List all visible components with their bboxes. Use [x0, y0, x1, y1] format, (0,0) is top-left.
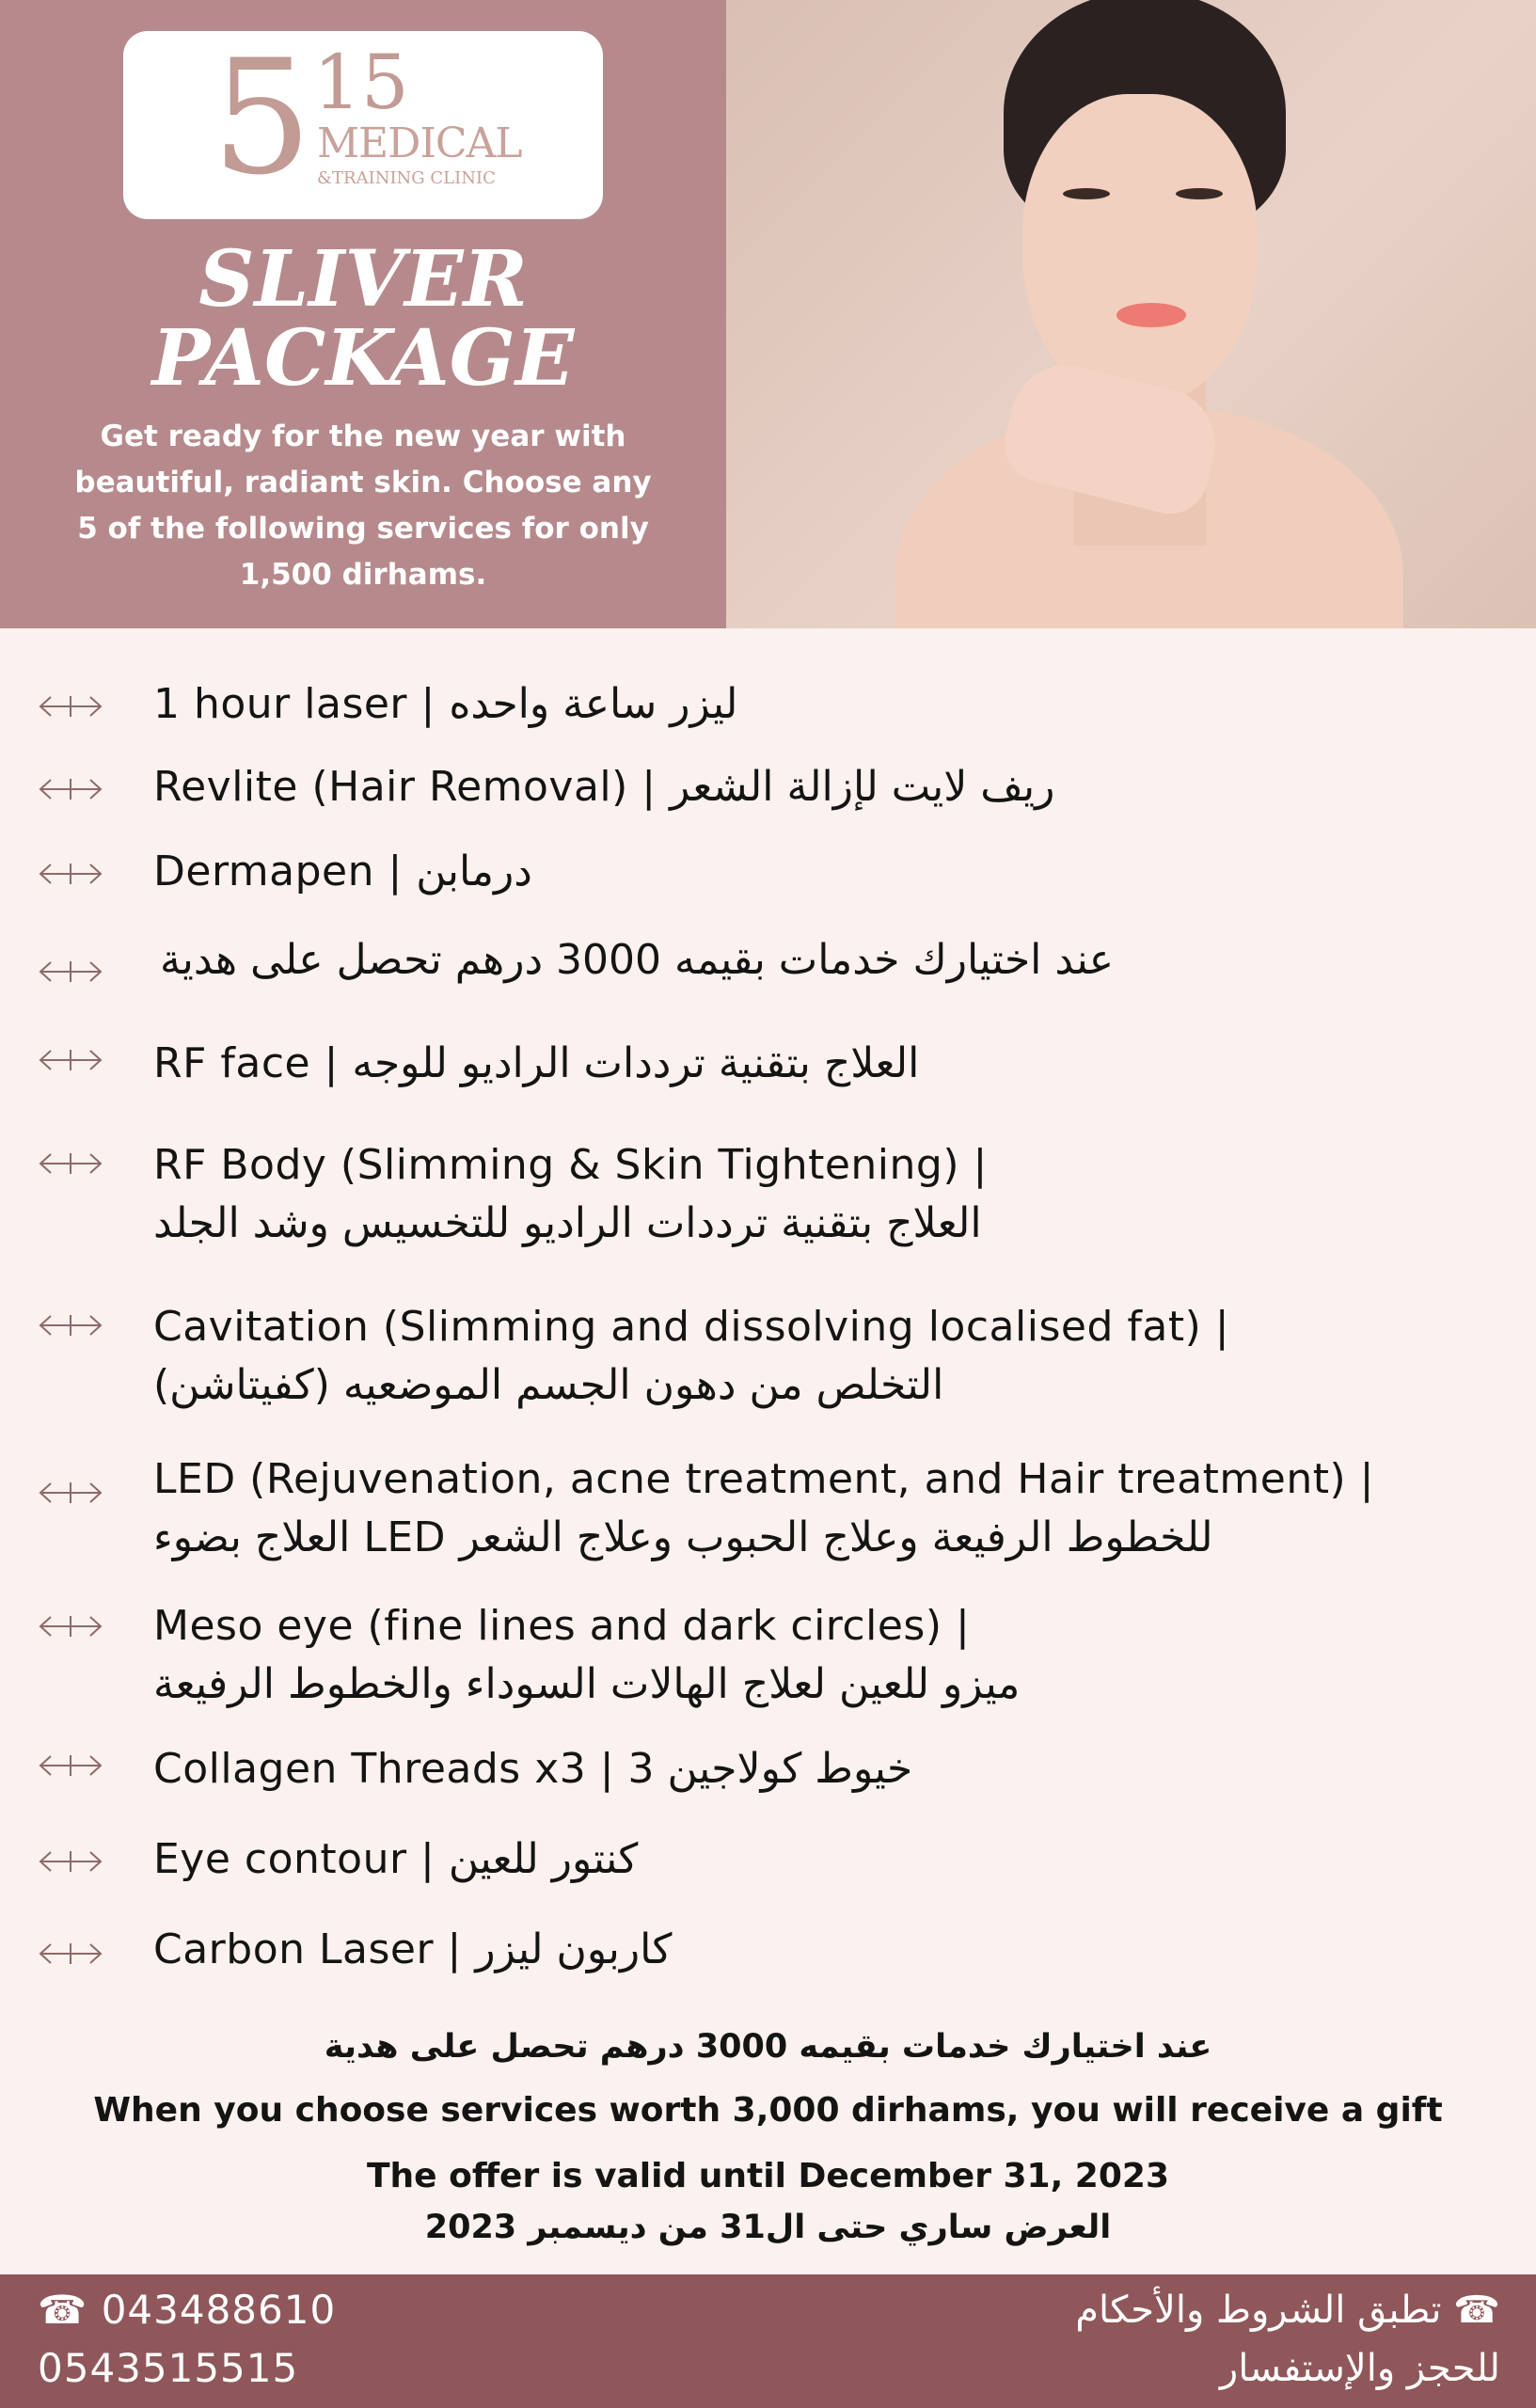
logo-number-5: 5	[212, 25, 312, 210]
service-en: 1 hour laser |	[153, 680, 450, 728]
service-text	[153, 1740, 1498, 1798]
service-en: Meso eye (fine lines and dark circles) |	[153, 1602, 971, 1650]
model-photo	[726, 0, 1536, 628]
service-text	[153, 1450, 1498, 1567]
double-arrow-icon	[38, 1751, 103, 1780]
service-text	[153, 758, 1498, 816]
services-list	[0, 628, 1536, 2265]
phone-icon: ☎	[1453, 2289, 1500, 2332]
double-arrow-icon	[38, 958, 103, 986]
service-ar: كنتور للعين	[448, 1835, 639, 1883]
logo-training-text: &TRAINING CLINIC	[317, 168, 496, 188]
gift-note-english: When you choose services worth 3,000 dirhams, you will receive a gift	[93, 2091, 1443, 2130]
service-text	[160, 931, 1505, 990]
service-ar: العلاج بضوء LED للخطوط الرفيعة وعلاج الحبوب وعلاج الشعر	[153, 1513, 1213, 1561]
terms-note	[1075, 2282, 1500, 2338]
service-en: RF Body (Slimming & Skin Tightening) |	[153, 1141, 988, 1189]
gift-note-arabic: عند اختيارك خدمات بقيمه 3000 درهم تحصل على هدية	[324, 2028, 1212, 2066]
package-title-line1: SLIVER	[198, 234, 528, 325]
service-text	[153, 1035, 1498, 1093]
service-en: Eye contour |	[153, 1835, 449, 1883]
double-arrow-icon	[38, 1847, 103, 1876]
service-en: Revlite (Hair Removal) |	[153, 763, 671, 811]
photo-lips	[1116, 303, 1186, 327]
phone-icon: ☎	[38, 2287, 88, 2333]
service-ar: كاربون ليزر	[475, 1925, 673, 1973]
service-en: Cavitation (Slimming and dissolving localised fat) |	[153, 1303, 1230, 1351]
service-text	[153, 1830, 1498, 1889]
double-arrow-icon	[38, 1479, 103, 1507]
photo-right-eye	[1176, 188, 1223, 199]
double-arrow-icon	[38, 1046, 103, 1074]
service-ar: ريف لايت لإزالة الشعر	[670, 763, 1055, 811]
double-arrow-icon	[38, 1612, 103, 1640]
phone-number-text: 043488610	[101, 2287, 337, 2333]
clinic-logo	[123, 25, 603, 219]
package-title-line2: PACKAGE	[151, 313, 575, 404]
photo-left-eye	[1063, 188, 1110, 199]
service-ar: العلاج بتقنية ترددات الراديو للوجه	[352, 1039, 920, 1087]
validity-note-arabic: العرض ساري حتى ال31 من ديسمبر 2023	[424, 2209, 1112, 2246]
intro-text: Get ready for the new year with beautiful, radiant skin. Choose any 5 of the following services for only 1,500 dirhams.	[74, 420, 652, 592]
service-ar: خيوط كولاجين 3	[627, 1745, 913, 1793]
double-arrow-icon	[38, 1940, 103, 1968]
service-text	[153, 675, 1498, 734]
validity-note-english: The offer is valid until December 31, 2023	[367, 2157, 1169, 2195]
footer	[0, 2274, 1536, 2408]
service-text	[153, 1597, 1498, 1714]
logo-number-15: 15	[313, 39, 409, 126]
service-text	[153, 1298, 1498, 1415]
service-ar: ليزر ساعة واحده	[449, 680, 738, 728]
booking-note: للحجز والإستفسار	[1219, 2347, 1500, 2390]
service-en: Carbon Laser |	[153, 1925, 476, 1973]
double-arrow-icon	[38, 1311, 103, 1339]
service-text	[153, 843, 1498, 901]
service-ar: ميزو للعين لعلاج الهالات السوداء والخطوط الرفيعة	[153, 1660, 1021, 1708]
double-arrow-icon	[38, 860, 103, 888]
service-ar: عند اختيارك خدمات بقيمه 3000 درهم تحصل على هدية	[160, 936, 1114, 984]
logo-medical-text: MEDICAL	[317, 119, 522, 167]
double-arrow-icon	[38, 692, 103, 721]
photo-face	[1022, 94, 1258, 404]
service-text	[153, 1136, 1498, 1253]
terms-text: تطبق الشروط والأحكام	[1075, 2289, 1442, 2332]
header-panel	[0, 0, 726, 628]
double-arrow-icon	[38, 775, 103, 803]
service-ar: العلاج بتقنية ترددات الراديو للتخسيس وشد الجلد	[153, 1199, 982, 1247]
phone-number-2[interactable]: 0543515515	[38, 2345, 299, 2391]
header	[0, 0, 1536, 628]
service-ar: التخلص من دهون الجسم الموضعيه (كفيتاشن)	[153, 1361, 944, 1409]
phone-number-1[interactable]	[38, 2282, 336, 2338]
service-text	[153, 1921, 1498, 1979]
service-en: Dermapen |	[153, 848, 417, 895]
service-ar: درمابن	[416, 848, 532, 895]
service-en: RF face |	[153, 1039, 353, 1087]
service-en: LED (Rejuvenation, acne treatment, and Hair treatment) |	[153, 1455, 1374, 1503]
double-arrow-icon	[38, 1149, 103, 1178]
service-en: Collagen Threads x3 |	[153, 1745, 628, 1793]
